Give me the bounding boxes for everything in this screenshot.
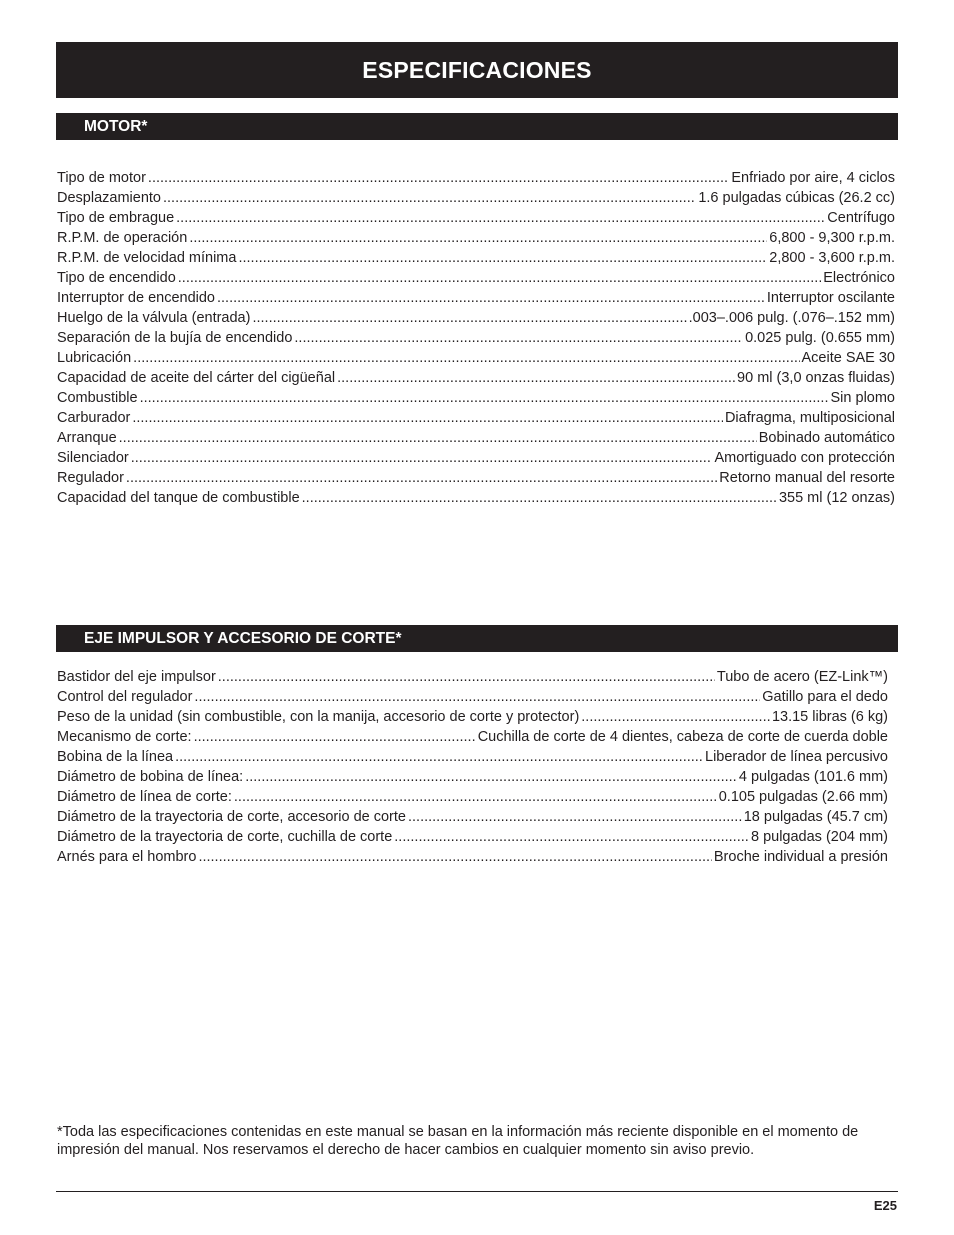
spec-label: R.P.M. de velocidad mínima bbox=[57, 250, 237, 266]
spec-row bbox=[57, 767, 888, 787]
spec-label: Lubricación bbox=[57, 350, 132, 366]
dot-leader bbox=[148, 168, 729, 188]
spec-label: Separación de la bujía de encendido bbox=[57, 330, 293, 346]
spec-label: Arranque bbox=[57, 430, 117, 446]
spec-value: Retorno manual del resorte bbox=[719, 470, 895, 486]
spec-row bbox=[57, 208, 895, 228]
dot-leader bbox=[126, 468, 717, 488]
spec-label: Regulador bbox=[57, 470, 124, 486]
spec-value: Electrónico bbox=[823, 270, 895, 286]
spec-label: Tipo de encendido bbox=[57, 270, 176, 286]
dot-leader bbox=[252, 308, 686, 328]
spec-label: Diámetro de la trayectoria de corte, accesorio de corte bbox=[57, 809, 406, 825]
dot-leader bbox=[189, 228, 767, 248]
spec-value: Bobinado automático bbox=[758, 430, 895, 446]
spec-row bbox=[57, 807, 888, 827]
dot-leader bbox=[245, 767, 737, 787]
footnote: *Toda las especificaciones contenidas en este manual se basan en la información más reciente disponible en el momento de impresión del manual. Nos reservamos el derecho de hacer cambios en cualquier momento sin aviso previo. bbox=[57, 1124, 859, 1158]
drive-spec-list bbox=[57, 667, 888, 867]
spec-value: Sin plomo bbox=[830, 390, 895, 406]
spec-row bbox=[57, 308, 895, 328]
dot-leader bbox=[234, 787, 717, 807]
spec-row bbox=[57, 268, 895, 288]
spec-row bbox=[57, 188, 895, 208]
spec-label: Bastidor del eje impulsor bbox=[57, 669, 216, 685]
dot-leader bbox=[131, 448, 713, 468]
spec-row bbox=[57, 727, 888, 747]
spec-label: R.P.M. de operación bbox=[57, 230, 188, 246]
spec-row bbox=[57, 468, 895, 488]
spec-label: Capacidad del tanque de combustible bbox=[57, 490, 300, 506]
dot-leader bbox=[194, 687, 760, 707]
spec-row bbox=[57, 488, 895, 508]
spec-value: Enfriado por aire, 4 ciclos bbox=[731, 170, 895, 186]
spec-row bbox=[57, 787, 888, 807]
spec-label: Arnés para el hombro bbox=[57, 849, 197, 865]
spec-value: 8 pulgadas (204 mm) bbox=[750, 829, 888, 845]
dot-leader bbox=[163, 188, 696, 208]
spec-label: Capacidad de aceite del cárter del cigüeñal bbox=[57, 370, 336, 386]
spec-value: 4 pulgadas (101.6 mm) bbox=[738, 769, 888, 785]
spec-value: 2,800 - 3,600 r.p.m. bbox=[769, 250, 895, 266]
dot-leader bbox=[194, 727, 476, 747]
spec-label: Diámetro de bobina de línea: bbox=[57, 769, 244, 785]
section-heading-drive: EJE IMPULSOR Y ACCESORIO DE CORTE* bbox=[56, 625, 898, 652]
spec-label: Control del regulador bbox=[57, 689, 193, 705]
spec-value: 0.025 pulg. (0.655 mm) bbox=[745, 330, 895, 346]
spec-value: Gatillo para el dedo bbox=[762, 689, 888, 705]
spec-row bbox=[57, 328, 895, 348]
spec-row bbox=[57, 248, 895, 268]
section-heading-motor: MOTOR* bbox=[56, 113, 898, 140]
spec-value: Liberador de línea percusivo bbox=[705, 749, 888, 765]
dot-leader bbox=[217, 288, 765, 308]
spec-value: 18 pulgadas (45.7 cm) bbox=[743, 809, 888, 825]
spec-row bbox=[57, 847, 888, 867]
spec-value: 355 ml (12 onzas) bbox=[778, 490, 895, 506]
bottom-divider bbox=[56, 1191, 898, 1192]
spec-label: Combustible bbox=[57, 390, 138, 406]
spec-label: Desplazamiento bbox=[57, 190, 161, 206]
spec-value: Amortiguado con protección bbox=[714, 450, 895, 466]
spec-value: Aceite SAE 30 bbox=[801, 350, 895, 366]
spec-row bbox=[57, 168, 895, 188]
spec-value: .003–.006 pulg. (.076–.152 mm) bbox=[688, 310, 895, 326]
dot-leader bbox=[132, 408, 723, 428]
spec-row bbox=[57, 288, 895, 308]
dot-leader bbox=[175, 747, 703, 767]
spec-value: Centrífugo bbox=[827, 210, 895, 226]
spec-label: Tipo de motor bbox=[57, 170, 146, 186]
page-number: E25 bbox=[873, 1198, 897, 1213]
spec-value: 90 ml (3,0 onzas fluidas) bbox=[737, 370, 895, 386]
dot-leader bbox=[133, 348, 799, 368]
dot-leader bbox=[302, 488, 777, 508]
spec-row bbox=[57, 687, 888, 707]
spec-value: 0.105 pulgadas (2.66 mm) bbox=[718, 789, 888, 805]
spec-label: Mecanismo de corte: bbox=[57, 729, 192, 745]
spec-label: Silenciador bbox=[57, 450, 129, 466]
dot-leader bbox=[238, 248, 767, 268]
spec-label: Interruptor de encendido bbox=[57, 290, 215, 306]
spec-row bbox=[57, 368, 895, 388]
spec-row bbox=[57, 388, 895, 408]
spec-row bbox=[57, 228, 895, 248]
spec-value: Tubo de acero (EZ-Link™) bbox=[716, 669, 888, 685]
spec-value: Cuchilla de corte de 4 dientes, cabeza de corte de cuerda doble bbox=[477, 729, 888, 745]
spec-label: Carburador bbox=[57, 410, 131, 426]
spec-row bbox=[57, 348, 895, 368]
dot-leader bbox=[198, 847, 711, 867]
spec-value: Broche individual a presión bbox=[713, 849, 888, 865]
spec-value: Diafragma, multiposicional bbox=[724, 410, 895, 426]
motor-spec-list bbox=[57, 168, 895, 508]
spec-label: Huelgo de la válvula (entrada) bbox=[57, 310, 251, 326]
spec-row bbox=[57, 408, 895, 428]
dot-leader bbox=[119, 428, 757, 448]
spec-label: Diámetro de línea de corte: bbox=[57, 789, 232, 805]
spec-value: 13.15 libras (6 kg) bbox=[771, 709, 888, 725]
dot-leader bbox=[408, 807, 742, 827]
spec-value: Interruptor oscilante bbox=[766, 290, 895, 306]
spec-row bbox=[57, 448, 895, 468]
dot-leader bbox=[581, 707, 770, 727]
spec-row bbox=[57, 667, 888, 687]
dot-leader bbox=[178, 268, 821, 288]
page-title: ESPECIFICACIONES bbox=[56, 42, 898, 98]
dot-leader bbox=[337, 368, 735, 388]
dot-leader bbox=[394, 827, 749, 847]
dot-leader bbox=[140, 388, 829, 408]
spec-value: 6,800 - 9,300 r.p.m. bbox=[769, 230, 895, 246]
spec-row bbox=[57, 428, 895, 448]
dot-leader bbox=[176, 208, 825, 228]
dot-leader bbox=[294, 328, 743, 348]
spec-label: Bobina de la línea bbox=[57, 749, 174, 765]
spec-row bbox=[57, 827, 888, 847]
spec-label: Tipo de embrague bbox=[57, 210, 175, 226]
spec-row bbox=[57, 747, 888, 767]
spec-label: Peso de la unidad (sin combustible, con la manija, accesorio de corte y protector) bbox=[57, 709, 580, 725]
spec-label: Diámetro de la trayectoria de corte, cuchilla de corte bbox=[57, 829, 393, 845]
spec-value: 1.6 pulgadas cúbicas (26.2 cc) bbox=[698, 190, 895, 206]
dot-leader bbox=[218, 667, 715, 687]
spec-row bbox=[57, 707, 888, 727]
